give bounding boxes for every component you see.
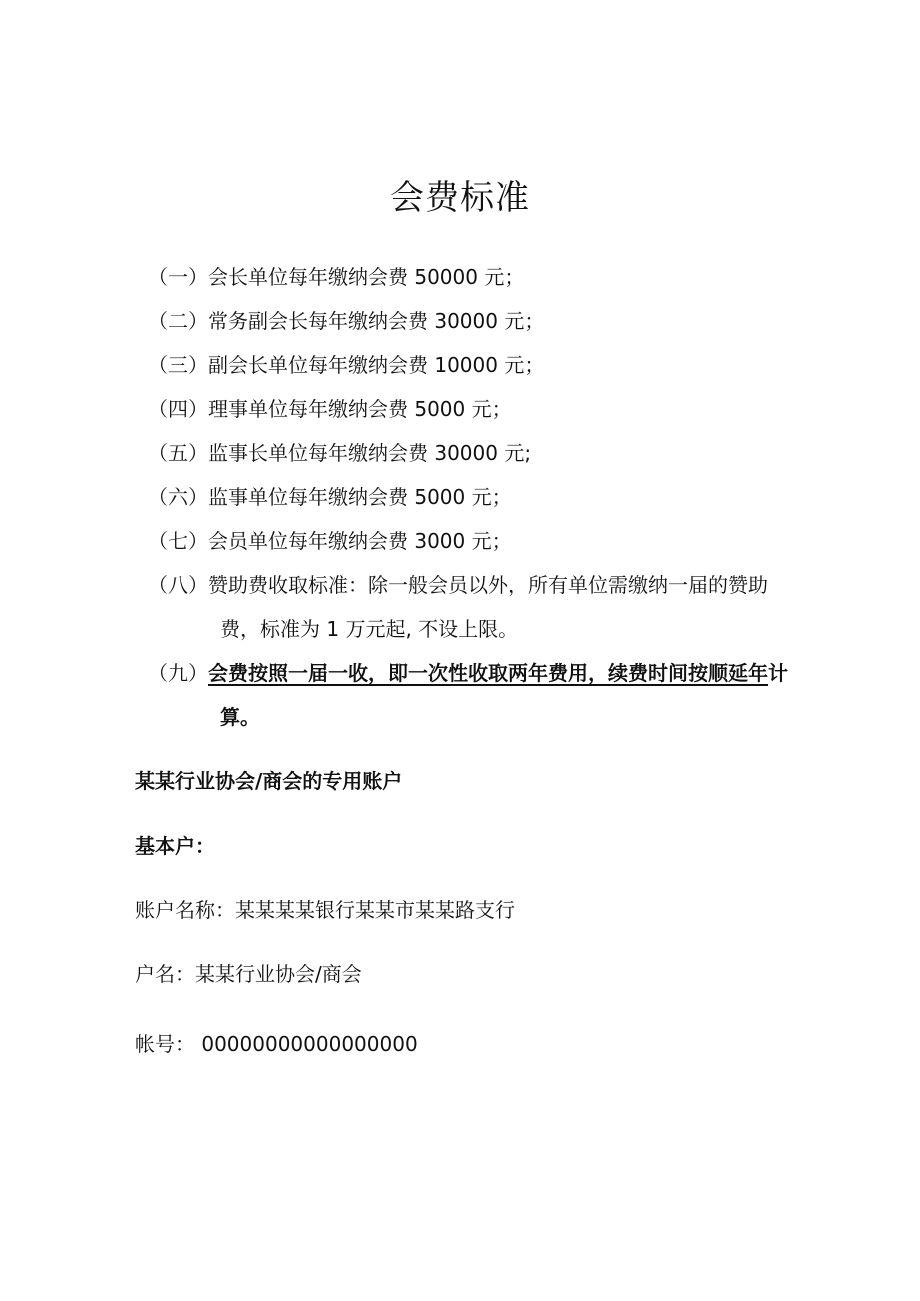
- item-number: （四）: [148, 397, 208, 421]
- bank-name: 账户名称：某某某某银行某某市某某路支行: [135, 898, 515, 922]
- item-text: 监事单位每年缴纳会费 5000 元；: [208, 485, 512, 509]
- item-text: 监事长单位每年缴纳会费 30000 元;: [208, 441, 532, 465]
- account-holder: 户名：某某行业协会/商会: [135, 962, 362, 986]
- fee-list: [148, 255, 848, 739]
- fee-item-6: [148, 475, 848, 519]
- item-text: [208, 563, 768, 651]
- item-text: 会长单位每年缴纳会费 50000 元；: [208, 265, 525, 289]
- item-number: （五）: [148, 441, 208, 465]
- item-number: （九）: [148, 661, 208, 685]
- item-text: [208, 651, 788, 739]
- item-text-line2: 算。: [220, 705, 260, 729]
- item-text-rest: 计: [768, 661, 788, 685]
- fee-item-5: [148, 431, 848, 475]
- fee-item-1: [148, 255, 848, 299]
- item-text: 理事单位每年缴纳会费 5000 元；: [208, 397, 512, 421]
- basic-account-label: 基本户：: [135, 834, 215, 858]
- page-title: 会费标准: [390, 178, 530, 218]
- item-text-line2: 费，标准为 1 万元起, 不设上限。: [220, 617, 519, 641]
- item-text-line1: 赞助费收取标准：除一般会员以外，所有单位需缴纳一届的赞助: [208, 573, 768, 597]
- item-number: （二）: [148, 309, 208, 333]
- item-number: （七）: [148, 529, 208, 553]
- account-number: 帐号： 00000000000000000: [135, 1032, 418, 1056]
- fee-item-9: [148, 651, 848, 739]
- item-number: （一）: [148, 265, 208, 289]
- fee-item-3: [148, 343, 848, 387]
- item-text: 副会长单位每年缴纳会费 10000 元；: [208, 353, 545, 377]
- item-text: 常务副会长每年缴纳会费 30000 元；: [208, 309, 545, 333]
- item-text: 会员单位每年缴纳会费 3000 元；: [208, 529, 512, 553]
- account-heading: 某某行业协会/商会的专用账户: [135, 769, 403, 793]
- item-number: （八）: [148, 573, 208, 597]
- fee-item-8: [148, 563, 848, 651]
- item-text-underlined: 会费按照一届一收，即一次性收取两年费用，续费时间按顺延年: [208, 661, 768, 685]
- fee-item-2: [148, 299, 848, 343]
- fee-item-4: [148, 387, 848, 431]
- fee-item-7: [148, 519, 848, 563]
- item-number: （六）: [148, 485, 208, 509]
- item-number: （三）: [148, 353, 208, 377]
